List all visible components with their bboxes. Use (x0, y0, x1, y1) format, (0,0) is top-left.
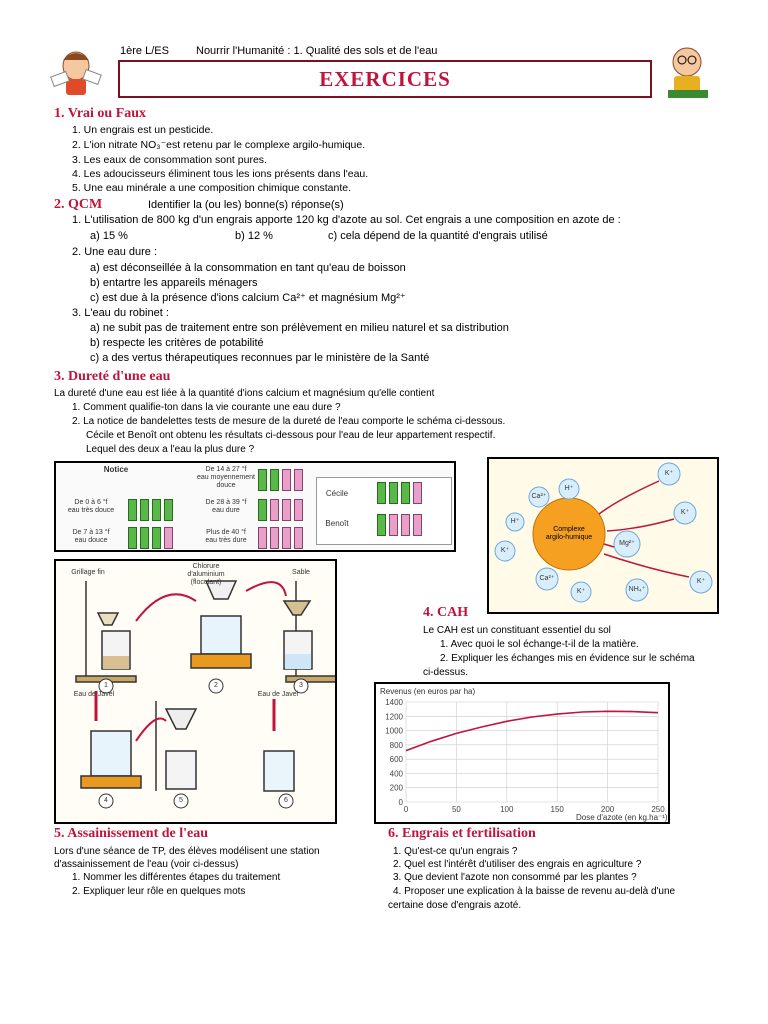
step-number: 4 (104, 797, 108, 804)
cecile-label: Cécile (325, 489, 349, 498)
ion-label: K⁺ (576, 588, 586, 595)
strip-cell (270, 469, 279, 491)
notice-r1b: eau moyennement (197, 474, 255, 481)
strip-cell (152, 527, 161, 549)
s2-q3-b: b) respecte les critères de potabilité (90, 337, 264, 349)
benoit-label: Benoît (325, 519, 349, 528)
ion-label: K⁺ (664, 470, 674, 477)
chart-x-tick-label: 250 (651, 805, 665, 814)
strip-cell (258, 527, 267, 549)
chart-y-tick-label: 800 (389, 740, 403, 750)
cah-center-label-2: argilo-humique (545, 534, 593, 541)
strip-cell (140, 527, 149, 549)
strip-cell (413, 514, 422, 536)
strip-cell (258, 469, 267, 491)
notice-l3: De 7 à 13 °f (72, 529, 110, 536)
chart-y-tick-label: 400 (389, 769, 403, 779)
chart-svg (376, 684, 668, 822)
notice-l2b: eau très douce (67, 507, 115, 514)
notice-header: Notice (103, 465, 129, 474)
reader-illustration (660, 42, 715, 102)
s3-q2-line2: Cécile et Benoît ont obtenu les résultats ci-dessous pour l'eau de leur appartement respectif. (86, 430, 496, 441)
chart-y-tick-label: 1200 (385, 712, 403, 722)
test-strip-notice (54, 461, 456, 552)
strip-cell (377, 514, 386, 536)
s4-intro: Le CAH est un constituant essentiel du sol (423, 625, 611, 636)
course-title: Nourrir l'Humanité : 1. Qualité des sols et de l'eau (196, 45, 438, 57)
chart-x-axis-label: Dose d'azote (en kg.ha⁻¹) (576, 813, 668, 822)
s2-title: 2. QCM (54, 197, 103, 212)
chart-y-tick-label: 1000 (385, 726, 403, 736)
title-frame (118, 60, 652, 98)
s2-q1-c: c) cela dépend de la quantité d'engrais utilisé (328, 230, 548, 242)
ion-label: K⁺ (500, 547, 510, 554)
s1-item-1: 1. Un engrais est un pesticide. (72, 124, 214, 136)
ion-label: Mg²⁺ (619, 540, 635, 547)
strip-cell (164, 499, 173, 521)
strip-cell (128, 527, 137, 549)
notice-r1c: douce (216, 482, 236, 489)
s3-q1: 1. Comment qualifie-ton dans la vie courante une eau dure ? (72, 402, 341, 413)
chart-y-tick-label: 200 (389, 783, 403, 793)
s2-instruction: Identifier la (ou les) bonne(s) réponse(s) (148, 199, 344, 211)
step-number: 2 (214, 682, 218, 689)
label-chlorure-3: (floculant) (190, 579, 222, 586)
ion-label: H⁺ (564, 485, 574, 492)
kid-illustration (46, 44, 106, 99)
cah-diagram (487, 457, 719, 614)
strip-cell (294, 469, 303, 491)
s4-q1: 1. Avec quoi le sol échange-t-il de la matière. (440, 639, 639, 650)
s3-q2-line3: Lequel des deux a l'eau la plus dure ? (86, 444, 255, 455)
chart-x-tick-label: 0 (403, 805, 409, 814)
strip-cell (282, 499, 291, 521)
step-number: 6 (284, 797, 288, 804)
strip-cell (282, 469, 291, 491)
strip-cell (282, 527, 291, 549)
step-number: 3 (299, 682, 303, 689)
label-javel-1: Eau de Javel (73, 691, 115, 698)
chart-y-tick-label: 0 (398, 798, 403, 807)
strip-cell (401, 514, 410, 536)
s2-q1-a: a) 15 % (90, 230, 128, 242)
revenue-chart (374, 682, 670, 824)
notice-r2b: eau dure (212, 507, 240, 514)
s6-title: 6. Engrais et fertilisation (388, 826, 536, 841)
chart-x-tick-label: 50 (451, 805, 461, 814)
s4-title: 4. CAH (423, 605, 469, 620)
chart-y-tick-label: 1400 (385, 698, 403, 707)
ion-label: K⁺ (680, 509, 690, 516)
s2-q3-a: a) ne subit pas de traitement entre son prélèvement en milieu naturel et sa distribution (90, 322, 509, 334)
ion-label: Ca²⁺ (539, 575, 555, 582)
strip-cell (258, 499, 267, 521)
s1-item-3: 3. Les eaux de consommation sont pures. (72, 154, 267, 166)
page-title: EXERCICES (319, 67, 451, 91)
ion-label: NH₄⁺ (628, 586, 646, 593)
strip-cell (389, 514, 398, 536)
notice-l3b: eau douce (74, 537, 108, 544)
s5-intro-1: Lors d'une séance de TP, des élèves modélisent une station (54, 846, 320, 857)
strip-cell (377, 482, 386, 504)
s2-q2-a: a) est déconseillée à la consommation en tant qu'eau de boisson (90, 262, 406, 274)
chart-x-tick-label: 100 (500, 805, 514, 814)
s2-q1: 1. L'utilisation de 800 kg d'un engrais apporte 120 kg d'azote au sol. Cet engrais a une composition en azote de : (72, 214, 621, 226)
s6-q1: 1. Qu'est-ce qu'un engrais ? (393, 846, 518, 857)
label-javel-2: Eau de Javel (257, 691, 299, 698)
notice-r1: De 14 à 27 °f (205, 466, 247, 473)
s2-q2-c: c) est due à la présence d'ions calcium Ca²⁺ et magnésium Mg²⁺ (90, 292, 406, 304)
strip-cell (152, 499, 161, 521)
s1-item-4: 4. Les adoucisseurs éliminent tous les ions présents dans l'eau. (72, 168, 369, 180)
strip-cell (389, 482, 398, 504)
s1-item-2: 2. L'ion nitrate NO₃⁻est retenu par le complexe argilo-humique. (72, 139, 366, 151)
s2-q3: 3. L'eau du robinet : (72, 307, 169, 319)
chart-y-axis-label: Revenus (en euros par ha) (380, 687, 476, 696)
s6-q2: 2. Quel est l'intérêt d'utiliser des engrais en agriculture ? (393, 859, 642, 870)
notice-r2: De 28 à 39 °f (205, 499, 247, 506)
s2-q2-b: b) entartre les appareils ménagers (90, 277, 258, 289)
ion-label: H⁺ (510, 518, 520, 525)
strip-cell (413, 482, 422, 504)
s6-q4: 4. Proposer une explication à la baisse de revenu au-delà d'une (393, 886, 676, 897)
step-number: 5 (179, 797, 183, 804)
notice-r3b: eau très dure (205, 537, 247, 544)
s5-title: 5. Assainissement de l'eau (54, 826, 209, 841)
strip-cell (164, 527, 173, 549)
strip-cell (128, 499, 137, 521)
s6-q3: 3. Que devient l'azote non consommé par les plantes ? (393, 872, 637, 883)
s5-q1: 1. Nommer les différentes étapes du traitement (72, 872, 281, 883)
strip-cell (140, 499, 149, 521)
chart-x-tick-label: 200 (600, 805, 615, 814)
cah-center-label-1: Complexe (553, 526, 585, 533)
s4-q2: 2. Expliquer les échanges mis en évidence sur le schéma (440, 653, 695, 664)
strip-cell (270, 499, 279, 521)
s2-q1-b: b) 12 % (235, 230, 273, 242)
s3-intro: La dureté d'une eau est liée à la quantité d'ions calcium et magnésium qu'elle contient (54, 388, 435, 399)
s1-item-5: 5. Une eau minérale a une composition chimique constante. (72, 182, 351, 194)
label-chlorure: Chlorure (192, 563, 220, 570)
strip-cell (294, 527, 303, 549)
strip-cell (294, 499, 303, 521)
label-grillage: Grillage fin (71, 569, 105, 576)
class-level: 1ère L/ES (120, 45, 169, 57)
s2-q3-c: c) a des vertus thérapeutiques reconnues par le ministère de la Santé (90, 352, 430, 364)
s2-q2: 2. Une eau dure : (72, 246, 158, 258)
results-panel (316, 477, 452, 545)
step-number: 1 (104, 682, 108, 689)
notice-l2: De 0 à 6 °f (74, 499, 108, 506)
strip-cell (270, 527, 279, 549)
s5-intro-2: d'assainissement de l'eau (voir ci-dessus) (54, 859, 239, 870)
s3-title: 3. Dureté d'une eau (54, 369, 171, 384)
chart-ticks (385, 698, 665, 814)
chart-y-tick-label: 600 (389, 755, 403, 765)
s4-q2-line2: ci-dessus. (423, 667, 469, 678)
strip-cell (401, 482, 410, 504)
ion-label: Ca²⁺ (531, 493, 547, 500)
s5-q2: 2. Expliquer leur rôle en quelques mots (72, 886, 246, 897)
chart-x-tick-label: 150 (550, 805, 564, 814)
s6-q4-line2: certaine dose d'engrais azoté. (388, 900, 522, 911)
label-chlorure-2: d'aluminium (187, 571, 225, 578)
notice-r3: Plus de 40 °f (206, 529, 246, 536)
s3-q2: 2. La notice de bandelettes tests de mesure de la dureté de l'eau comporte le schéma ci-dessous. (72, 416, 506, 427)
ion-label: K⁺ (696, 578, 706, 585)
s1-title: 1. Vrai ou Faux (54, 106, 147, 121)
label-sable: Sable (292, 569, 310, 576)
lab-experiment-figure (54, 559, 337, 824)
